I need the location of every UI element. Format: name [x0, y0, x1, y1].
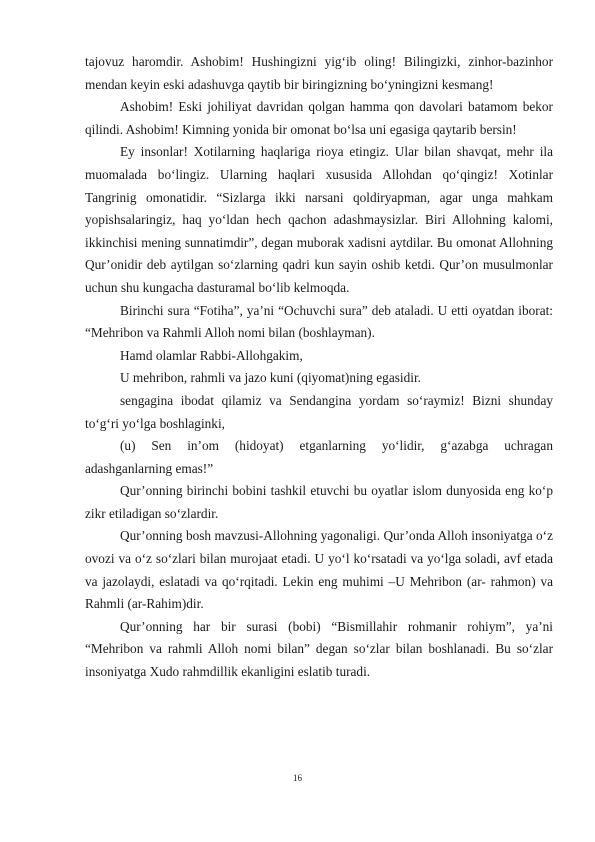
- paragraph: Qur’onning birinchi bobini tashkil etuvchi bu oyatlar islom dunyosida eng ko‘p zikr etiladigan so‘zlardir.: [85, 483, 553, 521]
- page-number: 16: [293, 773, 302, 783]
- paragraph: Qur’onning bosh mavzusi-Allohning yagonaligi. Qur’onda Alloh insoniyatga o‘z ovozi va o‘z so‘zlari bilan murojaat etadi. U yo‘l ko‘rsatadi va yo‘lga soladi, avf etada va jazolaydi, eslatadi va qo‘rqitadi. Lekin eng muhimi –U Mehribon (ar- rahmon) va Rahmli (ar-Rahim)dir.: [85, 528, 553, 612]
- paragraph: Qur’onning har bir surasi (bobi) “Bismillahir rohmanir rohiym”, ya’ni “Mehribon va rahmli Alloh nomi bilan” degan so‘zlar bilan boshlanadi. Bu so‘zlar insoniyatga Xudo rahmdillik ekanligini eslatib turadi.: [85, 618, 553, 680]
- paragraph: Hamd olamlar Rabbi-Allohgakim,: [120, 347, 303, 363]
- paragraph: sengagina ibodat qilamiz va Sendangina yordam so‘raymiz! Bizni shunday to‘g‘ri yo‘lga boshlaginki,: [85, 392, 553, 431]
- paragraph: tajovuz haromdir. Ashobim! Hushingizni yig‘ib oling! Bilingizki, zinhor-bazinhor mendan keyin eski adashuvga qaytib bir biringizning bo‘yningizni kesmang!: [85, 54, 553, 92]
- paragraph: U mehribon, rahmli va jazo kuni (qiyomat)ning egasidir.: [120, 370, 421, 386]
- body-text: [85, 51, 553, 684]
- paragraph: Ashobim! Eski johiliyat davridan qolgan hamma qon davolari batamom bekor qilindi. Ashobim! Kimning yonida bir omonat bo‘lsa uni egasiga qaytarib bersin!: [85, 99, 553, 137]
- paragraph: Ey insonlar! Xotilarning haqlariga rioya etingiz. Ular bilan shavqat, mehr ila muomalada bo‘lingiz. Ularning haqlari xususida Allohdan qo‘qingiz! Xotinlar Tangrinig omonatidir. “Sizlarga ikki narsani qoldiryapman, agar unga mahkam yopishsalaringiz, haq yo‘ldan hech qachon adashmaysizlar. Biri Allohning kalomi, ikkinchisi mening sunnatimdir”, degan muborak xadisni aytdilar. Bu omonat Allohning Qur’onidir deb aytilgan so‘zlarning qadri kun sayin oshib ketdi. Qur’on musulmonlar uchun shu kungacha dasturamal bo‘lib kelmoqda.: [85, 144, 553, 295]
- paragraph: Birinchi sura “Fotiha”, ya’ni “Ochuvchi sura” deb ataladi. U etti oyatdan iborat: “Mehribon va Rahmli Alloh nomi bilan (boshlayman).: [85, 302, 553, 341]
- paragraph: (u) Sen in’om (hidoyat) etganlarning yo‘lidir, g‘azabga uchragan adashganlarning emas!”: [85, 438, 553, 476]
